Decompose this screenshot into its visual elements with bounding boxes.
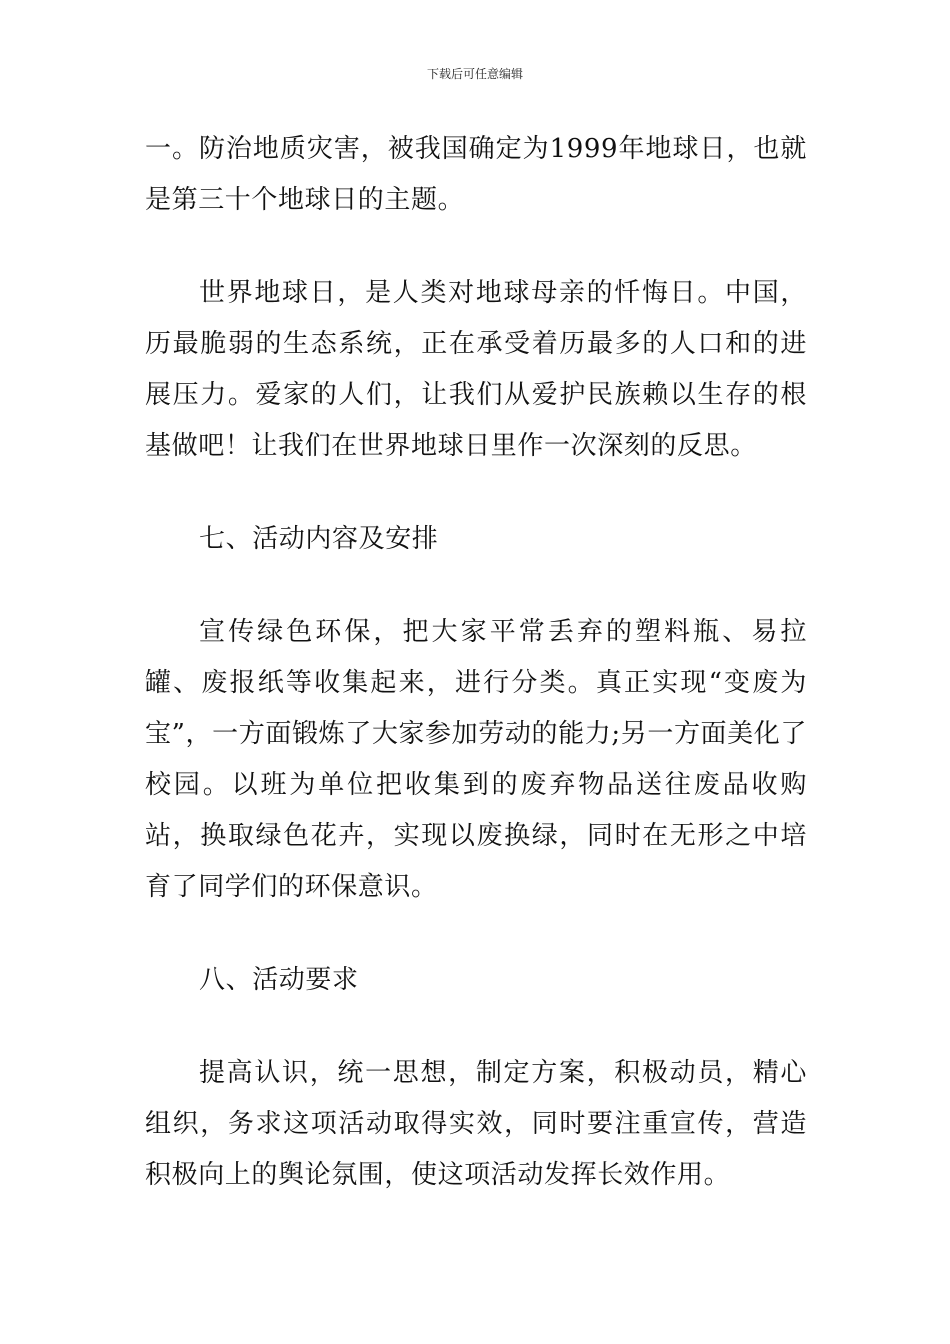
page-header-note: 下载后可任意编辑 bbox=[426, 67, 523, 81]
paragraph-activity-content: 宣传绿色环保，把大家平常丢弃的塑料瓶、易拉罐、废报纸等收集起来，进行分类。真正实现“变废为宝”，一方面锻炼了大家参加劳动的能力;另一方面美化了校园。以班为单位把收集到的废弃物品送往废品收购站，换取绿色花卉，实现以废换绿，同时在无形之中培育了同学们的环保意识。 bbox=[145, 617, 807, 902]
document-body bbox=[145, 124, 807, 1201]
section-heading-activity-requirements: 八、活动要求 bbox=[199, 965, 359, 995]
paragraph-earth-day: 世界地球日，是人类对地球母亲的忏悔日。中国，历最脆弱的生态系统，正在承受着历最多的人口和的进展压力。爱家的人们，让我们从爱护民族赖以生存的根基做吧！让我们在世界地球日里作一次深刻的反思。 bbox=[145, 278, 807, 461]
paragraph-theme: 一。防治地质灾害，被我国确定为1999年地球日，也就是第三十个地球日的主题。 bbox=[145, 134, 807, 215]
section-heading-activity-content: 七、活动内容及安排 bbox=[199, 524, 439, 554]
paragraph-activity-requirements: 提高认识，统一思想，制定方案，积极动员，精心组织，务求这项活动取得实效，同时要注重宣传，营造积极向上的舆论氛围，使这项活动发挥长效作用。 bbox=[145, 1058, 807, 1190]
